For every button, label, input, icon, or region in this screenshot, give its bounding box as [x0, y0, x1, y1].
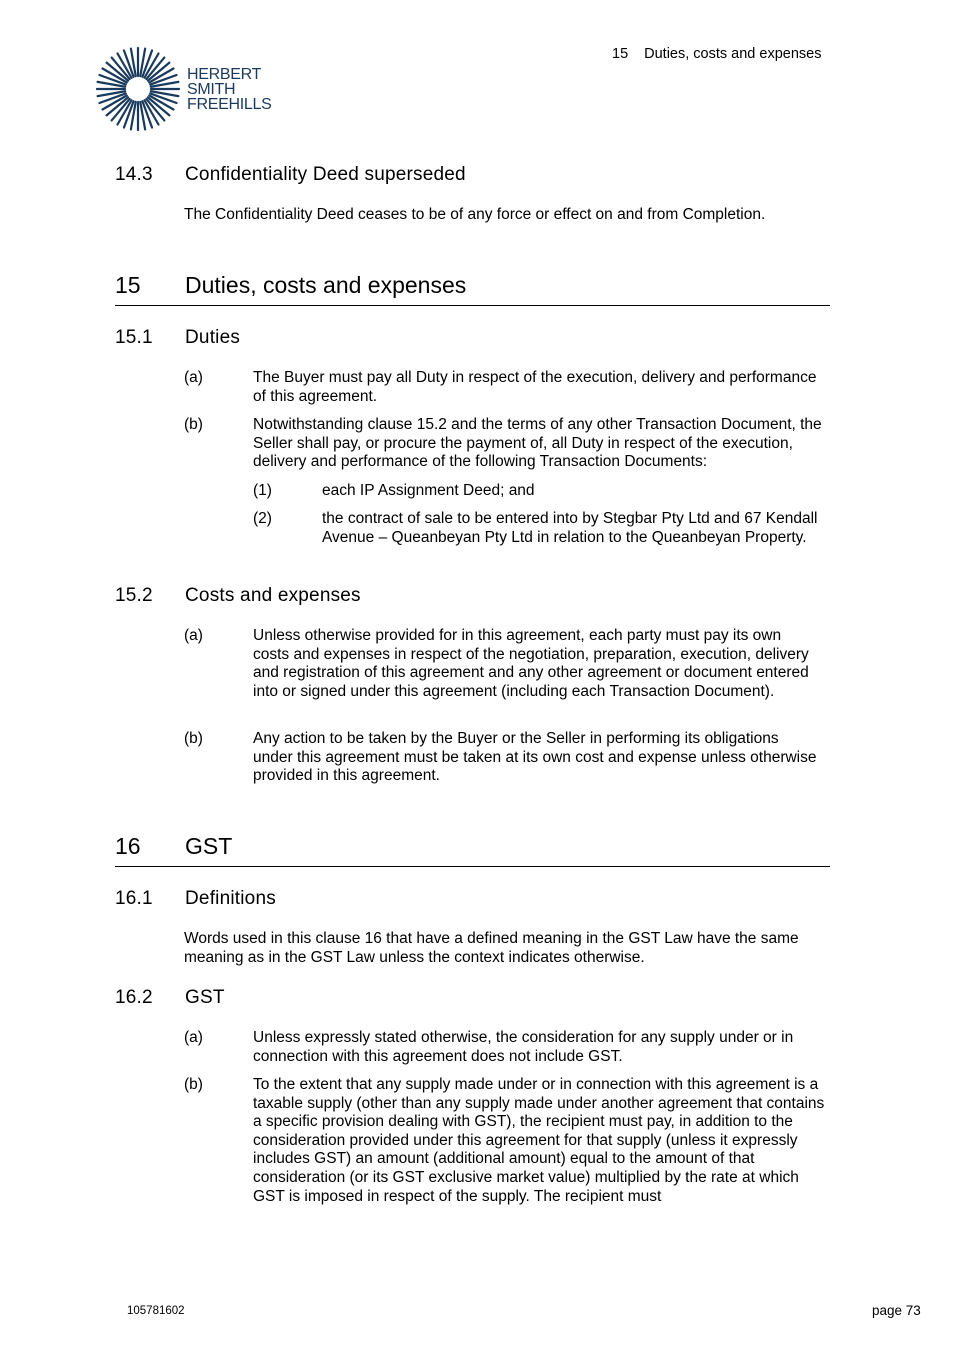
heading-15-2 [115, 585, 830, 609]
list-label: (1) [253, 482, 272, 499]
heading-16-2 [115, 987, 830, 1011]
page-number: page 73 [872, 1303, 921, 1318]
list-text: The Buyer must pay all Duty in respect of the execution, delivery and performance of this agreement. [253, 369, 817, 405]
running-header-title: Duties, costs and expenses [644, 46, 822, 62]
list-item-16-2-b [184, 1076, 830, 1208]
heading-number: 16 [115, 833, 141, 859]
heading-title: Duties, costs and expenses [185, 272, 467, 298]
list-label: (b) [184, 1076, 203, 1093]
list-item-16-2-a [184, 1029, 830, 1067]
heading-number: 15.1 [115, 327, 153, 348]
logo-line-3: FREEHILLS [187, 96, 272, 113]
logo-line-2: SMITH [187, 81, 236, 98]
heading-number: 15 [115, 272, 141, 298]
heading-number: 16.1 [115, 888, 153, 909]
list-text: To the extent that any supply made under or in connection with this agreement is a taxable supply (other than any supply made under another agreement that contains a specific provision dealing with GST), the recipient must pay, in addition to the consideration provided under this agreement for that supply (unless it expressly includes GST) an amount (additional amount) equal to the amount of that consideration (or its GST exclusive market value) multiplied by the rate at which GST is imposed in respect of the supply. The recipient must [253, 1076, 825, 1205]
list-text: Unless expressly stated otherwise, the consideration for any supply under or in connection with this agreement does not include GST. [253, 1029, 794, 1065]
heading-title: Definitions [185, 888, 276, 909]
document-id: 105781602 [127, 1305, 185, 1317]
firm-logo [95, 46, 285, 136]
heading-title: Costs and expenses [185, 585, 361, 606]
list-item-15-2-b [184, 730, 830, 786]
list-text: Unless otherwise provided for in this agreement, each party must pay its own costs and expenses in respect of the negotiation, preparation, execution, delivery and registration of this agreement and any other agreement or document entered into or signed under this agreement (including each Transaction Document). [253, 627, 809, 700]
heading-14-3 [115, 164, 830, 188]
paragraph-14-3: The Confidentiality Deed ceases to be of any force or effect on and from Completion. [184, 206, 766, 223]
list-text: the contract of sale to be entered into by Stegbar Pty Ltd and 67 Kendall Avenue – Queanbeyan Pty Ltd in relation to the Queanbeyan Property. [322, 510, 818, 546]
heading-15 [115, 272, 830, 302]
list-item-15-1-a [184, 369, 830, 407]
logo-wordmark [187, 67, 271, 112]
heading-title: Confidentiality Deed superseded [185, 164, 466, 185]
list-text: Notwithstanding clause 15.2 and the terms of any other Transaction Document, the Seller shall pay, or procure the payment of, all Duty in respect of the execution, delivery and performance of the following Transaction Documents: [253, 416, 822, 471]
list-label: (a) [184, 369, 203, 386]
list-label: (b) [184, 416, 203, 433]
heading-title: Duties [185, 327, 241, 348]
sunburst-logo-icon [95, 46, 181, 132]
heading-title: GST [185, 987, 225, 1008]
paragraph-16-1: Words used in this clause 16 that have a defined meaning in the GST Law have the same meaning as in the GST Law unless the context indicates otherwise. [184, 930, 799, 966]
list-label: (a) [184, 627, 203, 644]
heading-rule [115, 866, 830, 867]
heading-number: 14.3 [115, 164, 153, 185]
heading-title: GST [185, 833, 233, 859]
running-header [612, 46, 821, 62]
list-item-15-1-b [184, 416, 830, 472]
heading-15-1 [115, 327, 830, 351]
heading-number: 16.2 [115, 987, 153, 1008]
heading-rule [115, 305, 830, 306]
list-label: (b) [184, 730, 203, 747]
list-text: Any action to be taken by the Buyer or the Seller in performing its obligations under this agreement must be taken at its own cost and expense unless otherwise provided in this agreement. [253, 730, 817, 785]
heading-16-1 [115, 888, 830, 912]
logo-line-1: HERBERT [187, 66, 262, 83]
list-text: each IP Assignment Deed; and [322, 482, 535, 499]
list-item-15-1-b-2 [253, 510, 830, 566]
heading-16 [115, 833, 830, 863]
heading-number: 15.2 [115, 585, 153, 606]
list-item-15-1-b-1 [253, 482, 830, 502]
list-label: (2) [253, 510, 272, 527]
list-item-15-2-a [184, 627, 830, 721]
running-header-number: 15 [612, 46, 629, 62]
list-label: (a) [184, 1029, 203, 1046]
